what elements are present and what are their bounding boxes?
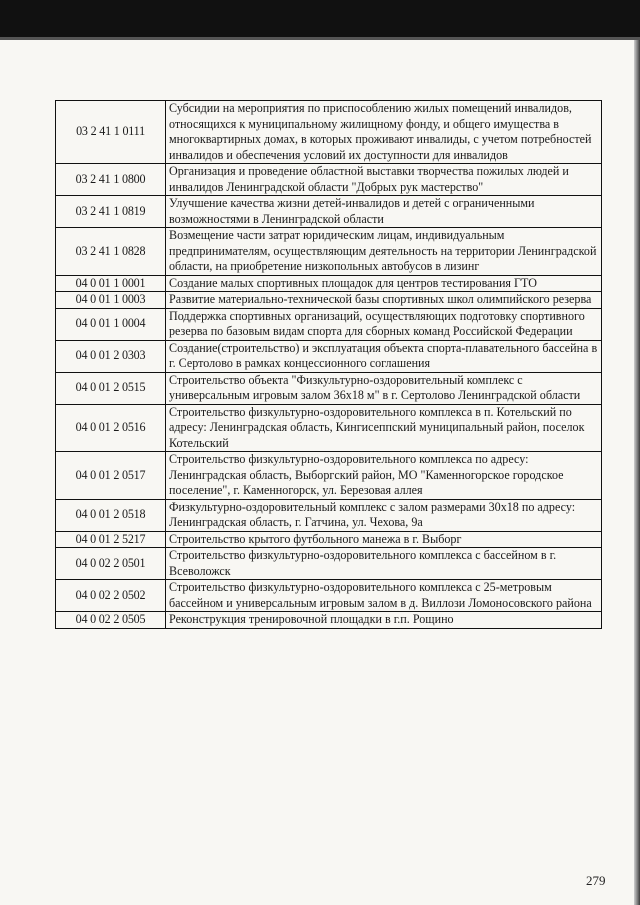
row-code: 04 0 01 2 0303 [56, 340, 166, 372]
row-code: 04 0 02 2 0502 [56, 580, 166, 612]
row-description: Улучшение качества жизни детей-инвалидов и детей с ограниченными возможностями в Ленинградской области [166, 196, 602, 228]
row-code: 04 0 01 2 0518 [56, 499, 166, 531]
table-row [56, 164, 602, 196]
row-description: Физкультурно-оздоровительный комплекс с залом размерами 30х18 по адресу: Ленинградская область, г. Гатчина, ул. Чехова, 9а [166, 499, 602, 531]
row-code: 04 0 02 2 0501 [56, 548, 166, 580]
row-code: 03 2 41 1 0819 [56, 196, 166, 228]
row-description: Поддержка спортивных организаций, осуществляющих подготовку спортивного резерва по базовым видам спорта для сборных команд Российской Федерации [166, 308, 602, 340]
row-description: Субсидии на мероприятия по приспособлению жилых помещений инвалидов, относящихся к муниципальному жилищному фонду, и общего имущества в многоквартирных домах, в которых проживают инвалиды, с учетом потребностей инвалидов и обеспечения условий их доступности для инвалидов [166, 101, 602, 164]
table-row [56, 308, 602, 340]
scan-right-edge [634, 40, 640, 905]
row-description: Строительство физкультурно-оздоровительного комплекса с бассейном в г. Всеволожск [166, 548, 602, 580]
table-row [56, 101, 602, 164]
row-description: Реконструкция тренировочной площадки в г.п. Рощино [166, 612, 602, 629]
row-description: Развитие материально-технической базы спортивных школ олимпийского резерва [166, 292, 602, 309]
table-row [56, 228, 602, 276]
table-row [56, 340, 602, 372]
table-row [56, 531, 602, 548]
row-code: 03 2 41 1 0828 [56, 228, 166, 276]
row-code: 04 0 01 1 0003 [56, 292, 166, 309]
row-description: Организация и проведение областной выставки творчества пожилых людей и инвалидов Ленинградской области "Добрых рук мастерство" [166, 164, 602, 196]
table-row [56, 372, 602, 404]
row-description: Строительство физкультурно-оздоровительного комплекса с 25-метровым бассейном и универсальным игровым залом в д. Виллози Ломоносовского района [166, 580, 602, 612]
document-page [0, 40, 634, 905]
row-code: 04 0 01 1 0004 [56, 308, 166, 340]
row-code: 04 0 01 2 5217 [56, 531, 166, 548]
row-description: Строительство физкультурно-оздоровительного комплекса в п. Котельский по адресу: Ленинградская область, Кингисеппский муниципальный район, поселок Котельский [166, 404, 602, 452]
table-row [56, 548, 602, 580]
table-row [56, 196, 602, 228]
row-code: 04 0 01 2 0517 [56, 452, 166, 500]
row-description: Строительство крытого футбольного манежа в г. Выборг [166, 531, 602, 548]
budget-classification-table [55, 100, 602, 629]
row-code: 04 0 01 2 0516 [56, 404, 166, 452]
page-number: 279 [586, 873, 606, 888]
table-row [56, 452, 602, 500]
row-code: 03 2 41 1 0800 [56, 164, 166, 196]
table-body [56, 101, 602, 629]
row-description: Создание(строительство) и эксплуатация объекта спортa-плавательного бассейна в г. Сертолово в рамках концессионного соглашения [166, 340, 602, 372]
row-description: Строительство объекта "Физкультурно-оздоровительный комплекс с универсальным игровым залом 36х18 м" в г. Сертолово Ленинградской области [166, 372, 602, 404]
table-row [56, 275, 602, 292]
row-code: 03 2 41 1 0111 [56, 101, 166, 164]
row-code: 04 0 01 2 0515 [56, 372, 166, 404]
table-row [56, 404, 602, 452]
scan-top-border [0, 0, 640, 40]
row-description: Строительство физкультурно-оздоровительного комплекса по адресу: Ленинградская область, Выборгский район, МО "Каменногорское городское поселение", г. Каменногорск, ул. Березовая аллея [166, 452, 602, 500]
row-code: 04 0 02 2 0505 [56, 612, 166, 629]
row-description: Создание малых спортивных площадок для центров тестирования ГТО [166, 275, 602, 292]
table-row [56, 499, 602, 531]
table-row [56, 612, 602, 629]
table-row [56, 580, 602, 612]
row-description: Возмещение части затрат юридическим лицам, индивидуальным предпринимателям, осуществляющим деятельность на территории Ленинградской области, на приобретение низкопольных автобусов в лизинг [166, 228, 602, 276]
table-row [56, 292, 602, 309]
row-code: 04 0 01 1 0001 [56, 275, 166, 292]
